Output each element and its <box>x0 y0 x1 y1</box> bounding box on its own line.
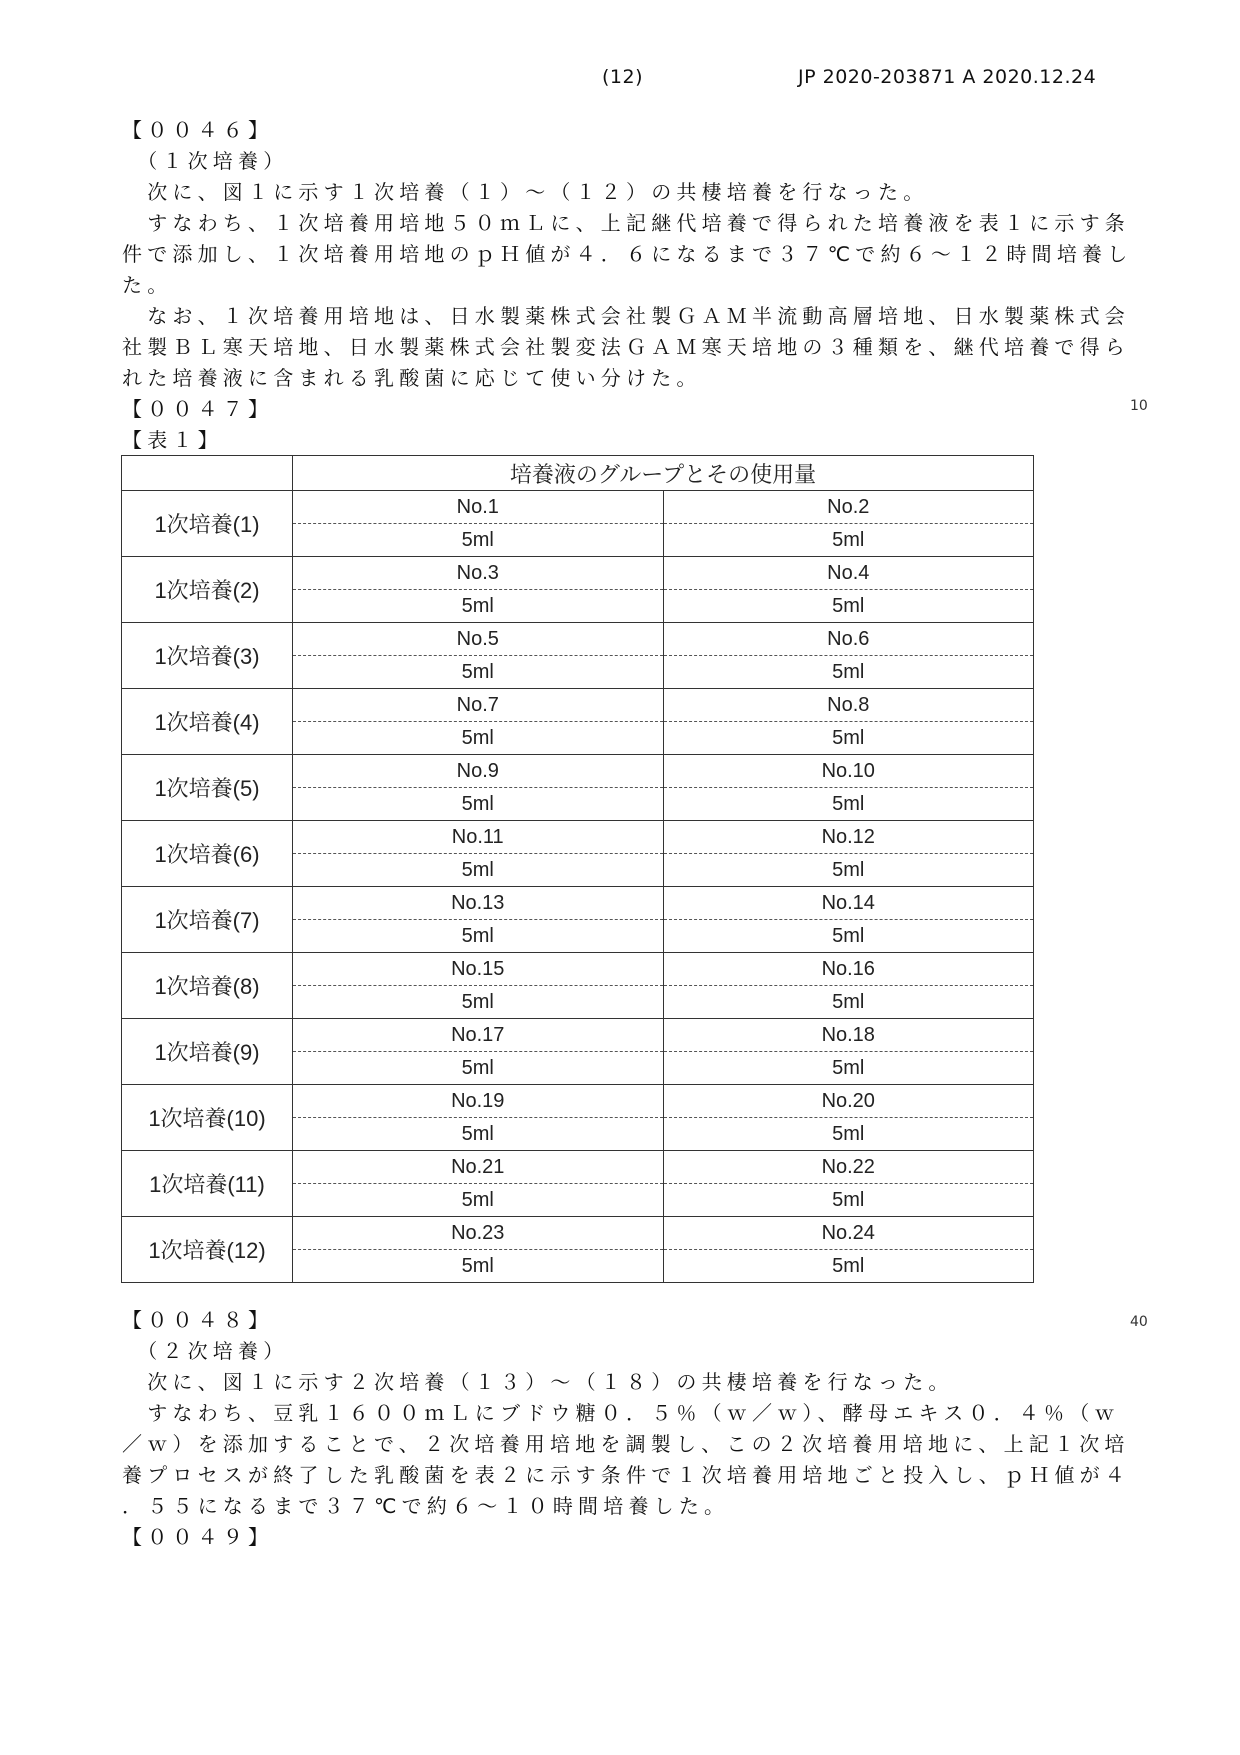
volume-value: 5ml <box>663 590 1034 623</box>
text-line: ／ｗ）を添加することで、２次培養用培地を調製し、この２次培養用培地に、上記１次培 <box>122 1432 1130 1456</box>
culture-group-no: No.8 <box>663 689 1034 722</box>
publication-number: JP 2020-203871 A 2020.12.24 <box>798 66 1097 88</box>
text-line: すなわち、１次培養用培地５０ｍＬに、上記継代培養で得られた培養液を表１に示す条 <box>122 211 1130 235</box>
volume-value: 5ml <box>663 854 1034 887</box>
culture-group-no: No.16 <box>663 953 1034 986</box>
margin-line-number: 40 <box>1130 1314 1148 1330</box>
volume-value: 5ml <box>293 656 664 689</box>
text-line: なお、１次培養用培地は、日水製薬株式会社製ＧＡＭ半流動高層培地、日水製薬株式会 <box>122 304 1130 328</box>
culture-group-no: No.2 <box>663 491 1034 524</box>
culture-group-no: No.11 <box>293 821 664 854</box>
table-header-empty <box>122 456 293 491</box>
margin-line-number: 10 <box>1130 398 1148 414</box>
culture-label: 1次培養(7) <box>122 887 293 953</box>
paragraph-number-0049: 【００４９】 <box>122 1525 274 1549</box>
table-1 <box>121 455 1034 1283</box>
culture-group-no: No.20 <box>663 1085 1034 1118</box>
culture-group-no: No.24 <box>663 1217 1034 1250</box>
culture-group-no: No.15 <box>293 953 664 986</box>
volume-value: 5ml <box>293 788 664 821</box>
text-line: 次に、図１に示す２次培養（１３）～（１８）の共棲培養を行なった。 <box>122 1370 954 1394</box>
volume-value: 5ml <box>293 1184 664 1217</box>
table-row <box>122 1019 1034 1052</box>
table-header-row <box>122 456 1034 491</box>
table-row <box>122 1085 1034 1118</box>
table-row <box>122 1151 1034 1184</box>
table-row <box>122 887 1034 920</box>
text-line: 養プロセスが終了した乳酸菌を表２に示す条件で１次培養用培地ごと投入し、ｐＨ値が４ <box>122 1463 1130 1487</box>
volume-value: 5ml <box>293 1250 664 1283</box>
volume-value: 5ml <box>293 920 664 953</box>
text-line: た。 <box>122 273 173 297</box>
volume-value: 5ml <box>663 1184 1034 1217</box>
volume-value: 5ml <box>293 524 664 557</box>
volume-value: 5ml <box>293 986 664 1019</box>
culture-group-no: No.3 <box>293 557 664 590</box>
culture-label: 1次培養(8) <box>122 953 293 1019</box>
culture-group-no: No.23 <box>293 1217 664 1250</box>
culture-group-no: No.5 <box>293 623 664 656</box>
culture-group-no: No.9 <box>293 755 664 788</box>
culture-label: 1次培養(5) <box>122 755 293 821</box>
volume-value: 5ml <box>293 590 664 623</box>
table-header: 培養液のグループとその使用量 <box>293 456 1034 491</box>
culture-group-no: No.1 <box>293 491 664 524</box>
volume-value: 5ml <box>663 1250 1034 1283</box>
culture-label: 1次培養(9) <box>122 1019 293 1085</box>
section-heading-primary-culture: （１次培養） <box>122 149 289 173</box>
volume-value: 5ml <box>293 722 664 755</box>
culture-label: 1次培養(2) <box>122 557 293 623</box>
volume-value: 5ml <box>293 854 664 887</box>
paragraph-number-0048: 【００４８】 <box>122 1308 274 1332</box>
text-line: 社製ＢＬ寒天培地、日水製薬株式会社製変法ＧＡＭ寒天培地の３種類を、継代培養で得ら <box>122 335 1130 359</box>
volume-value: 5ml <box>663 722 1034 755</box>
culture-group-no: No.7 <box>293 689 664 722</box>
volume-value: 5ml <box>293 1118 664 1151</box>
volume-value: 5ml <box>663 524 1034 557</box>
table-caption: 【表１】 <box>122 428 223 452</box>
paragraph-number-0047: 【００４７】 <box>122 397 274 421</box>
culture-label: 1次培養(3) <box>122 623 293 689</box>
volume-value: 5ml <box>663 1052 1034 1085</box>
culture-group-no: No.18 <box>663 1019 1034 1052</box>
volume-value: 5ml <box>663 788 1034 821</box>
page-number: (12) <box>602 66 644 88</box>
text-line: ．５５になるまで３７℃で約６～１０時間培養した。 <box>122 1494 730 1518</box>
culture-group-no: No.4 <box>663 557 1034 590</box>
culture-group-no: No.19 <box>293 1085 664 1118</box>
culture-group-no: No.6 <box>663 623 1034 656</box>
table-row <box>122 821 1034 854</box>
text-line: 次に、図１に示す１次培養（１）～（１２）の共棲培養を行なった。 <box>122 180 929 204</box>
text-line: すなわち、豆乳１６００ｍＬにブドウ糖０．５％（ｗ／ｗ）、酵母エキス０．４％（ｗ <box>122 1401 1120 1425</box>
volume-value: 5ml <box>293 1052 664 1085</box>
table-row <box>122 623 1034 656</box>
section-heading-secondary-culture: （２次培養） <box>122 1339 289 1363</box>
culture-group-no: No.21 <box>293 1151 664 1184</box>
culture-label: 1次培養(10) <box>122 1085 293 1151</box>
table-row <box>122 491 1034 524</box>
culture-group-no: No.10 <box>663 755 1034 788</box>
volume-value: 5ml <box>663 656 1034 689</box>
culture-label: 1次培養(11) <box>122 1151 293 1217</box>
culture-group-no: No.14 <box>663 887 1034 920</box>
culture-label: 1次培養(6) <box>122 821 293 887</box>
table-row <box>122 953 1034 986</box>
text-line: 件で添加し、１次培養用培地のｐＨ値が４．６になるまで３７℃で約６～１２時間培養し <box>122 242 1133 266</box>
culture-group-no: No.17 <box>293 1019 664 1052</box>
table-row <box>122 557 1034 590</box>
table-row <box>122 1217 1034 1250</box>
culture-label: 1次培養(1) <box>122 491 293 557</box>
culture-label: 1次培養(12) <box>122 1217 293 1283</box>
culture-group-no: No.22 <box>663 1151 1034 1184</box>
volume-value: 5ml <box>663 986 1034 1019</box>
volume-value: 5ml <box>663 920 1034 953</box>
table-row <box>122 755 1034 788</box>
table-row <box>122 689 1034 722</box>
paragraph-number-0046: 【００４６】 <box>122 118 274 142</box>
volume-value: 5ml <box>663 1118 1034 1151</box>
culture-group-no: No.12 <box>663 821 1034 854</box>
culture-label: 1次培養(4) <box>122 689 293 755</box>
culture-group-no: No.13 <box>293 887 664 920</box>
text-line: れた培養液に含まれる乳酸菌に応じて使い分けた。 <box>122 366 702 390</box>
